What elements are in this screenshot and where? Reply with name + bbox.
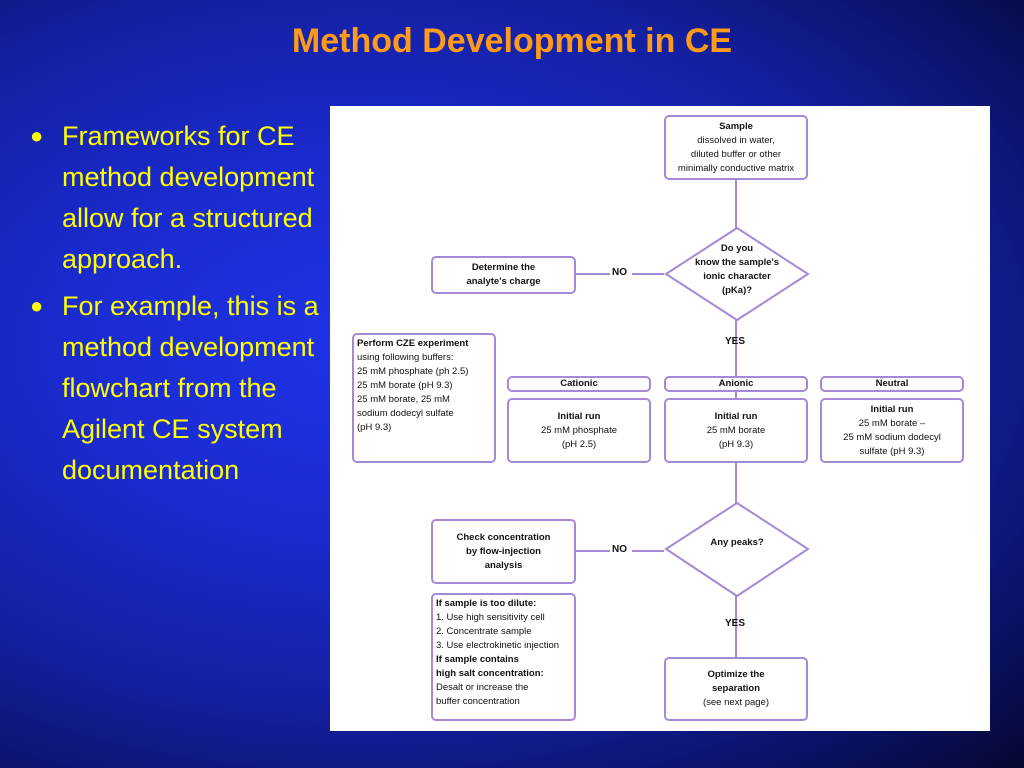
connector (576, 273, 610, 275)
cationic-run-title: Initial run (557, 410, 601, 422)
cze-line: (pH 9.3) (357, 422, 392, 433)
dilute-line: 1. Use high sensitivity cell (436, 612, 545, 623)
optimize-line: Optimize the (707, 669, 765, 680)
check-concentration-box (431, 519, 576, 584)
salt-title: high salt concentration: (436, 668, 544, 679)
cationic-header: Cationic (507, 376, 651, 392)
salt-title: If sample contains (436, 654, 519, 665)
salt-line: buffer concentration (436, 696, 520, 707)
bullet-dot-icon: ● (30, 293, 44, 318)
connector (735, 320, 737, 376)
anionic-run-line: (pH 9.3) (718, 438, 754, 450)
dilute-line: 3. Use electrokinetic injection (436, 640, 560, 651)
dilute-advice-box (431, 593, 576, 721)
check-line: analysis (484, 559, 523, 571)
sample-line: dissolved in water, (697, 134, 775, 146)
check-line: Check concentration (456, 531, 551, 543)
anionic-run-title: Initial run (714, 410, 758, 422)
neutral-run-line: sulfate (pH 9.3) (859, 445, 925, 457)
determine-charge-box (431, 256, 576, 294)
yes-label-1: YES (725, 336, 746, 347)
cze-title: Perform CZE experiment (357, 338, 469, 349)
neutral-run-title: Initial run (870, 403, 914, 415)
anionic-run-line: 25 mM borate (706, 424, 766, 436)
bullet-text: Frameworks for CE method development allow for a structured approach. (62, 121, 315, 274)
determine-line: analyte's charge (466, 276, 541, 287)
connector (632, 550, 664, 552)
anionic-run-box (664, 398, 808, 463)
connector (735, 180, 737, 228)
anionic-header: Anionic (664, 376, 808, 392)
flowchart-panel (330, 106, 990, 731)
optimize-note: (see next page) (702, 697, 769, 708)
yes-label-2: YES (725, 618, 746, 629)
bullet-dot-icon: ● (30, 123, 44, 148)
connector (576, 550, 610, 552)
bullet-item (30, 286, 330, 491)
decision-ionic-text: Do you know the sample's ionic character (pKa)? (694, 243, 780, 296)
cze-line: using following buffers: (357, 352, 454, 363)
cationic-run-box (507, 398, 651, 463)
bullet-text: For example, this is a method development flowchart from the Agilent CE system documentation (62, 291, 319, 485)
optimize-box (664, 657, 808, 721)
neutral-run-line: 25 mM borate – (858, 417, 926, 429)
cze-line: 25 mM borate, 25 mM (357, 394, 450, 405)
cze-line: 25 mM borate (pH 9.3) (357, 380, 453, 391)
salt-line: Desalt or increase the (436, 682, 529, 693)
slide-title: Method Development in CE (291, 22, 733, 60)
sample-box (664, 115, 808, 180)
bullet-item (30, 116, 330, 280)
cze-line: sodium dodecyl sulfate (357, 408, 454, 419)
dilute-line: 2. Concentrate sample (436, 626, 532, 637)
cationic-run-line: (pH 2.5) (561, 438, 597, 450)
dilute-title: If sample is too dilute: (436, 598, 537, 609)
sample-title: Sample (719, 120, 753, 132)
neutral-run-box (820, 398, 964, 463)
neutral-header: Neutral (820, 376, 964, 392)
no-label-1: NO (612, 267, 627, 278)
cationic-run-line: 25 mM phosphate (540, 424, 618, 436)
decision-peaks-text: Any peaks? (710, 537, 764, 548)
determine-line: Determine the (471, 262, 536, 273)
sample-line: diluted buffer or other (690, 148, 782, 160)
check-line: by flow-injection (466, 545, 541, 557)
bullet-list (30, 116, 330, 497)
cze-line: 25 mM phosphate (ph 2.5) (357, 366, 469, 377)
no-label-2: NO (612, 544, 627, 555)
connector (632, 273, 664, 275)
connector (735, 463, 737, 503)
neutral-run-line: 25 mM sodium dodecyl (843, 431, 941, 443)
cze-experiment-box (352, 333, 496, 463)
sample-line: minimally conductive matrix (677, 162, 795, 174)
optimize-line: separation (711, 683, 761, 694)
